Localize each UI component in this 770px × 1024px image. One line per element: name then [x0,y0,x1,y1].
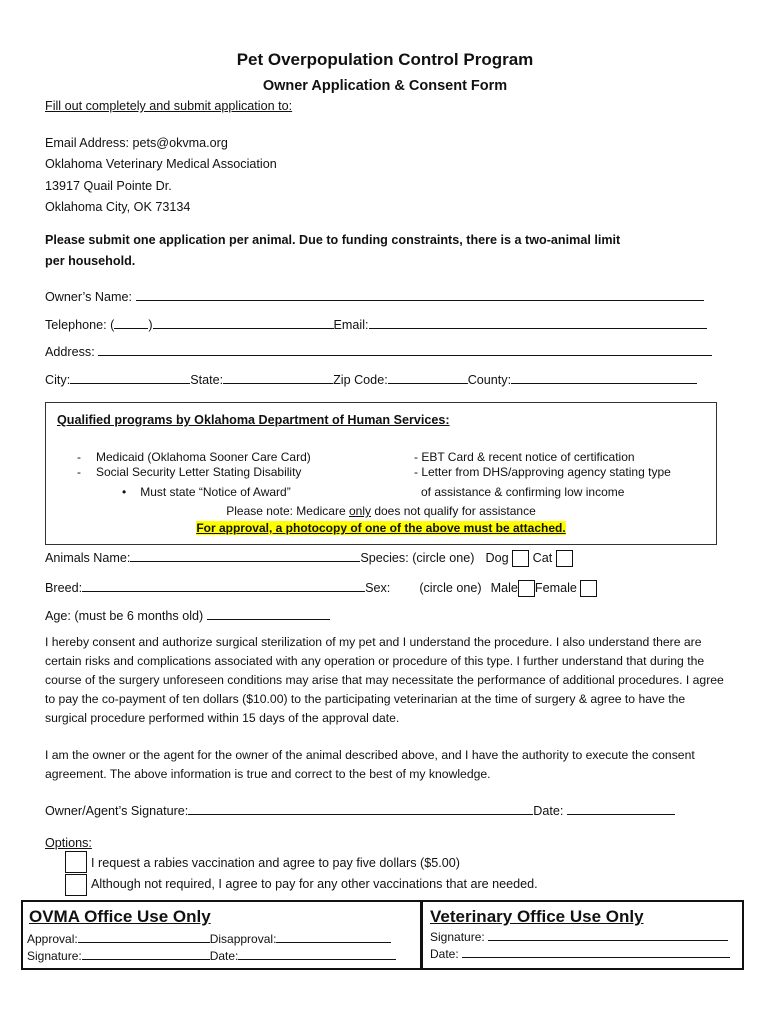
telephone-label: Telephone: ( [45,318,115,332]
org-name: Oklahoma Veterinary Medical Association [45,157,277,171]
telephone-close: ) [148,318,153,332]
vet-office-box [422,900,744,970]
telephone-row [45,316,707,332]
city-field[interactable] [70,371,190,384]
other-vaccinations-option: Although not required, I agree to pay for any other vaccinations that are needed. [91,877,538,891]
cat-label: Cat [532,551,553,565]
ovma-signature-field[interactable] [82,949,210,960]
animal-name-field[interactable] [130,549,360,562]
medicare-note: Please note: Medicare only does not qualify for assistance [226,504,536,518]
vet-signature-row [430,930,728,944]
city-row [45,371,697,387]
zip-field[interactable] [388,371,468,384]
vet-date-field[interactable] [462,947,730,958]
vet-signature-field[interactable] [488,930,728,941]
dog-label: Dog [485,551,509,565]
options-heading: Options: [45,836,92,850]
qualified-right-3: of assistance & confirming low income [421,485,625,499]
notice-line-2: per household. [45,254,136,268]
state-field[interactable] [223,371,333,384]
species-label: Species: (circle one) [360,551,475,565]
male-label: Male [490,581,518,595]
street-address: 13917 Quail Pointe Dr. [45,179,172,193]
owner-signature-label: Owner/Agent’s Signature: [45,804,189,818]
consent-paragraph-2: I am the owner or the agent for the owner of the animal described above, and I have the authority to execute the consent agreement. The above information is true and correct to the best of my knowledge. [45,748,695,781]
address-row [45,343,712,359]
owner-name-row [45,288,704,304]
qualified-left-2: - Social Security Letter Stating Disability [77,465,302,479]
rabies-checkbox[interactable] [65,851,87,873]
email-label: Email: [333,318,369,332]
qualified-heading: Qualified programs by Oklahoma Department of Human Services: [57,413,450,427]
qualified-left-1: - Medicaid (Oklahoma Sooner Care Card) [77,450,311,464]
female-label: Female [534,581,577,595]
city-label: City: [45,373,71,387]
age-row [45,607,330,623]
county-label: County: [467,373,512,387]
qualified-programs-box [45,402,717,545]
ovma-approval-field[interactable] [78,932,210,943]
county-field[interactable] [511,371,697,384]
ovma-disapproval-field[interactable] [276,932,391,943]
area-code-field[interactable] [114,316,148,329]
vet-signature-label: Signature: [430,930,485,944]
approval-note: For approval, a photocopy of one of the above must be attached. [196,521,566,535]
owner-date-field[interactable] [567,802,675,815]
ovma-date-field[interactable] [238,949,396,960]
page-subtitle: Owner Application & Consent Form [262,78,508,94]
notice-line-1: Please submit one application per animal. Due to funding constraints, there is a two-animal limit [45,233,621,247]
telephone-field[interactable] [153,316,334,329]
ovma-approval-row [27,932,391,946]
female-checkbox[interactable] [580,580,597,597]
owner-date-label: Date: [533,804,564,818]
vet-office-title: Veterinary Office Use Only [430,907,644,926]
age-field[interactable] [207,607,330,620]
breed-row [45,579,597,597]
signature-row [45,802,675,818]
page-title: Pet Overpopulation Control Program [236,50,534,69]
qualified-right-1: - EBT Card & recent notice of certification [414,450,635,464]
ovma-date-label: Date: [209,949,239,963]
animal-name-row [45,549,573,567]
owner-name-label: Owner’s Name: [45,290,133,304]
qualified-right-2: - Letter from DHS/approving agency stating type [414,465,671,479]
consent-paragraph-1: I hereby consent and authorize surgical sterilization of my pet and I understand the procedure. I also understand there are certain risks and complications associated with any operation or procedure of this type. I further understand that during the course of the surgery unforeseen conditions may arise that may necessitate the performance of additional procedures. I agree to pay the co-payment of ten dollars ($10.00) to the participating veterinarian at the time of surgery & agree to have the surgical procedure performed within 15 days of the approval date. [45,635,724,725]
other-vaccinations-checkbox[interactable] [65,874,87,896]
breed-field[interactable] [82,579,365,592]
breed-label: Breed: [45,581,83,595]
owner-signature-field[interactable] [188,802,533,815]
ovma-office-title: OVMA Office Use Only [29,907,211,926]
sex-circle-label: (circle one) [419,581,482,595]
male-checkbox[interactable] [518,580,535,597]
submit-instruction: Fill out completely and submit application to: [45,99,293,113]
qualified-left-sub: • Must state “Notice of Award” [122,485,291,499]
ovma-approval-label: Approval: [27,932,78,946]
animal-name-label: Animals Name: [45,551,131,565]
age-label: Age: (must be 6 months old) [45,609,204,623]
zip-label: Zip Code: [333,373,388,387]
vet-date-label: Date: [430,947,459,961]
ovma-disapproval-label: Disapproval: [209,932,277,946]
ovma-signature-row [27,949,396,963]
city-address: Oklahoma City, OK 73134 [45,200,191,214]
state-label: State: [190,373,224,387]
sex-label: Sex: [365,581,391,595]
dog-checkbox[interactable] [512,550,529,567]
ovma-signature-label: Signature: [27,949,82,963]
address-field[interactable] [98,343,712,356]
ovma-office-box [21,900,422,970]
cat-checkbox[interactable] [556,550,573,567]
email-field[interactable] [369,316,707,329]
approval-note-row [46,521,716,535]
vet-date-row [430,947,730,961]
email-address: Email Address: pets@okvma.org [45,136,228,150]
rabies-option: I request a rabies vaccination and agree to pay five dollars ($5.00) [91,856,460,870]
owner-name-field[interactable] [136,288,704,301]
address-label: Address: [45,345,95,359]
